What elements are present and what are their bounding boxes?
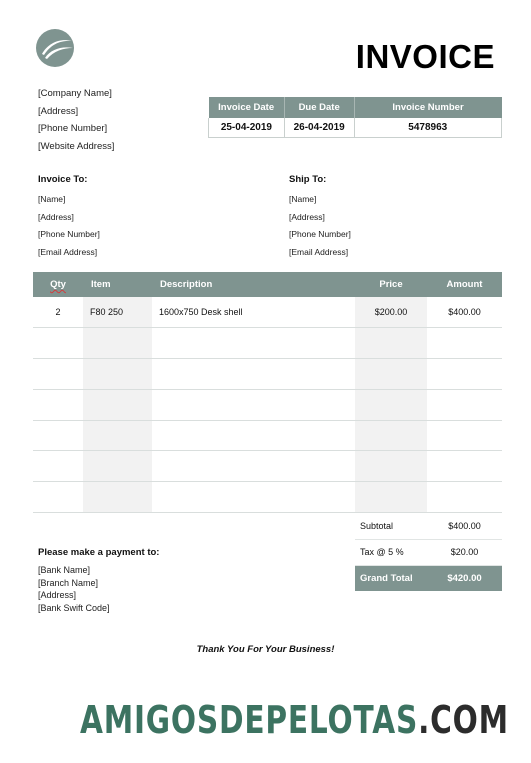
payment-block <box>38 547 159 614</box>
bank-name: [Bank Name] <box>38 565 91 575</box>
qty-cell <box>33 420 83 451</box>
line-items-header-row <box>33 272 502 297</box>
item-cell <box>83 328 152 359</box>
company-logo <box>36 29 74 67</box>
price-cell: $200.00 <box>355 297 427 328</box>
qty-cell <box>33 389 83 420</box>
description-cell <box>152 389 355 420</box>
ship-to-heading: Ship To: <box>289 174 327 185</box>
description-cell <box>152 328 355 359</box>
tax-label: Tax @ 5 % <box>355 539 427 565</box>
tax-value: $20.00 <box>427 539 502 565</box>
qty-header-label: Qty <box>50 279 66 290</box>
description-cell <box>152 451 355 482</box>
qty-cell <box>33 482 83 513</box>
grand-total-label: Grand Total <box>355 565 427 591</box>
table-row <box>33 420 502 451</box>
table-row <box>33 359 502 390</box>
table-row <box>33 297 502 328</box>
watermark-name: AMIGOSDEPELOTAS <box>80 698 419 742</box>
invoice-title: INVOICE <box>355 38 495 75</box>
description-header: Description <box>152 272 355 297</box>
subtotal-row <box>355 513 502 539</box>
invoice-to-email: [Email Address] <box>38 246 98 257</box>
price-cell <box>355 482 427 513</box>
ship-to-block <box>289 174 351 261</box>
invoice-to-block <box>38 174 100 261</box>
subtotal-value: $400.00 <box>427 513 502 539</box>
item-cell: F80 250 <box>83 297 152 328</box>
price-cell <box>355 420 427 451</box>
description-cell <box>152 482 355 513</box>
price-header: Price <box>355 272 427 297</box>
ship-to-address: [Address] <box>289 211 325 222</box>
invoice-to-phone: [Phone Number] <box>38 229 100 239</box>
grand-total-value: $420.00 <box>427 565 502 591</box>
invoice-to-address: [Address] <box>38 211 74 222</box>
table-row <box>33 451 502 482</box>
amount-cell <box>427 389 502 420</box>
item-cell <box>83 420 152 451</box>
bank-address: [Address] <box>38 590 77 600</box>
invoice-meta-table <box>208 97 502 138</box>
subtotal-label: Subtotal <box>355 513 427 539</box>
company-address: [Address] <box>38 105 79 117</box>
item-cell <box>83 389 152 420</box>
price-cell <box>355 389 427 420</box>
invoice-to-name: [Name] <box>38 194 66 204</box>
totals-table <box>355 513 502 591</box>
invoice-number-header: Invoice Number <box>354 97 501 118</box>
bank-swift-code: [Bank Swift Code] <box>38 602 110 613</box>
ship-to-email: [Email Address] <box>289 246 349 257</box>
ship-to-phone: [Phone Number] <box>289 229 351 239</box>
table-row <box>33 389 502 420</box>
line-items-table <box>33 272 502 513</box>
item-cell <box>83 451 152 482</box>
company-phone: [Phone Number] <box>38 123 108 134</box>
amount-header: Amount <box>427 272 502 297</box>
invoice-date-value: 25-04-2019 <box>209 118 285 137</box>
amount-cell: $400.00 <box>427 297 502 328</box>
description-cell: 1600x750 Desk shell <box>152 297 355 328</box>
amount-cell <box>427 359 502 390</box>
qty-cell <box>33 328 83 359</box>
company-website: [Website Address] <box>38 140 115 152</box>
item-cell <box>83 482 152 513</box>
qty-cell <box>33 359 83 390</box>
description-cell <box>152 359 355 390</box>
item-cell <box>83 359 152 390</box>
description-cell <box>152 420 355 451</box>
site-watermark <box>80 698 509 742</box>
due-date-value: 26-04-2019 <box>284 118 354 137</box>
table-row <box>33 328 502 359</box>
invoice-number-value: 5478963 <box>354 118 501 137</box>
item-header: Item <box>83 272 152 297</box>
qty-cell: 2 <box>33 297 83 328</box>
thank-you-note: Thank You For Your Business! <box>196 644 335 655</box>
price-cell <box>355 328 427 359</box>
amount-cell <box>427 451 502 482</box>
table-row <box>33 482 502 513</box>
payment-heading: Please make a payment to: <box>38 547 160 558</box>
watermark-domain: .COM <box>418 698 509 742</box>
price-cell <box>355 359 427 390</box>
price-cell <box>355 451 427 482</box>
ship-to-name: [Name] <box>289 194 317 204</box>
qty-header <box>33 272 83 297</box>
branch-name: [Branch Name] <box>38 577 99 588</box>
swoosh-logo-icon <box>36 29 74 67</box>
company-name: [Company Name] <box>38 88 112 99</box>
invoice-date-header: Invoice Date <box>209 97 285 118</box>
amount-cell <box>427 420 502 451</box>
invoice-to-heading: Invoice To: <box>38 174 88 185</box>
company-info <box>38 85 114 155</box>
tax-row <box>355 539 502 565</box>
grand-total-row <box>355 565 502 591</box>
qty-cell <box>33 451 83 482</box>
amount-cell <box>427 328 502 359</box>
due-date-header: Due Date <box>284 97 354 118</box>
amount-cell <box>427 482 502 513</box>
